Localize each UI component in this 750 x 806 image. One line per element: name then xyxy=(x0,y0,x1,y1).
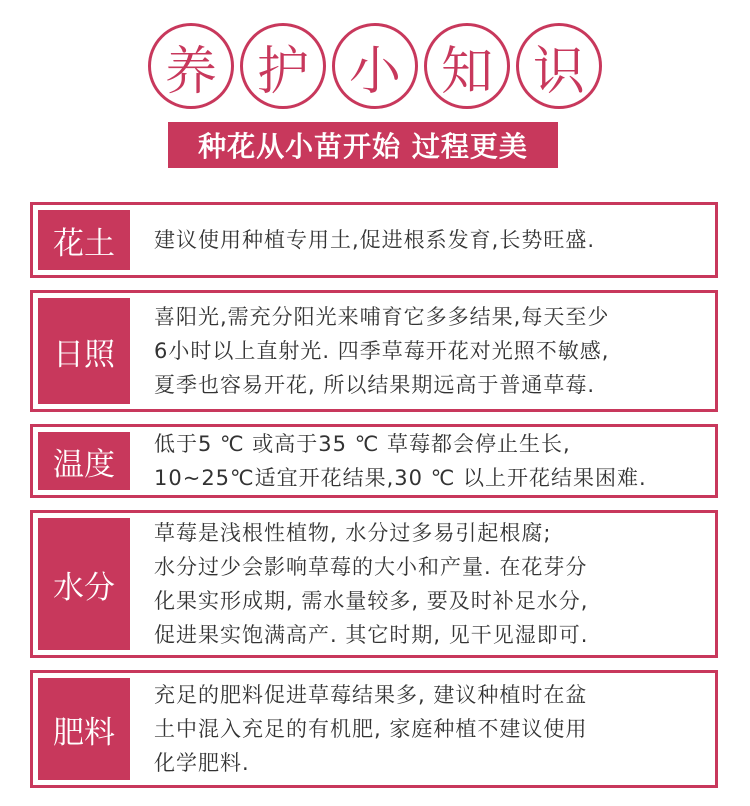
text-line: 水分过少会影响草莓的大小和产量. 在花芽分 xyxy=(154,555,588,579)
text-line: 低于5 ℃ 或高于35 ℃ 草莓都会停止生长, xyxy=(154,432,571,456)
section-text xyxy=(130,432,710,490)
section-text xyxy=(130,210,710,270)
section-text xyxy=(130,518,710,650)
text-line: 化学肥料. xyxy=(154,751,250,775)
section-label: 日照 xyxy=(38,298,130,404)
text-line: 土中混入充足的有机肥, 家庭种植不建议使用 xyxy=(154,717,588,741)
section-fertilizer xyxy=(30,670,718,788)
text-line: 促进果实饱满高产. 其它时期, 见干见湿即可. xyxy=(154,623,589,647)
text-line: 充足的肥料促进草莓结果多, 建议种植时在盆 xyxy=(154,683,588,707)
section-label: 水分 xyxy=(38,518,130,650)
section-soil xyxy=(30,202,718,278)
title-char: 护 xyxy=(240,23,326,109)
title-char: 知 xyxy=(424,23,510,109)
text-line: 6小时以上直射光. 四季草莓开花对光照不敏感, xyxy=(154,339,610,363)
text-line: 10~25℃适宜开花结果,30 ℃ 以上开花结果困难. xyxy=(154,466,647,490)
title-char: 小 xyxy=(332,23,418,109)
text-line: 化果实形成期, 需水量较多, 要及时补足水分, xyxy=(154,589,589,613)
title-row xyxy=(0,18,750,114)
section-temperature xyxy=(30,424,718,498)
title-char: 识 xyxy=(516,23,602,109)
section-text xyxy=(130,678,710,780)
section-label: 肥料 xyxy=(38,678,130,780)
text-line: 草莓是浅根性植物, 水分过多易引起根腐; xyxy=(154,521,552,545)
section-sunlight xyxy=(30,290,718,412)
text-line: 喜阳光,需充分阳光来哺育它多多结果,每天至少 xyxy=(154,305,610,329)
text-line: 建议使用种植专用土,促进根系发育,长势旺盛. xyxy=(154,228,596,252)
section-label: 花土 xyxy=(38,210,130,270)
section-label: 温度 xyxy=(38,432,130,490)
text-line: 夏季也容易开花, 所以结果期远高于普通草莓. xyxy=(154,373,596,397)
title-char: 养 xyxy=(148,23,234,109)
subtitle-banner: 种花从小苗开始 过程更美 xyxy=(168,122,558,168)
section-text xyxy=(130,298,710,404)
section-water xyxy=(30,510,718,658)
